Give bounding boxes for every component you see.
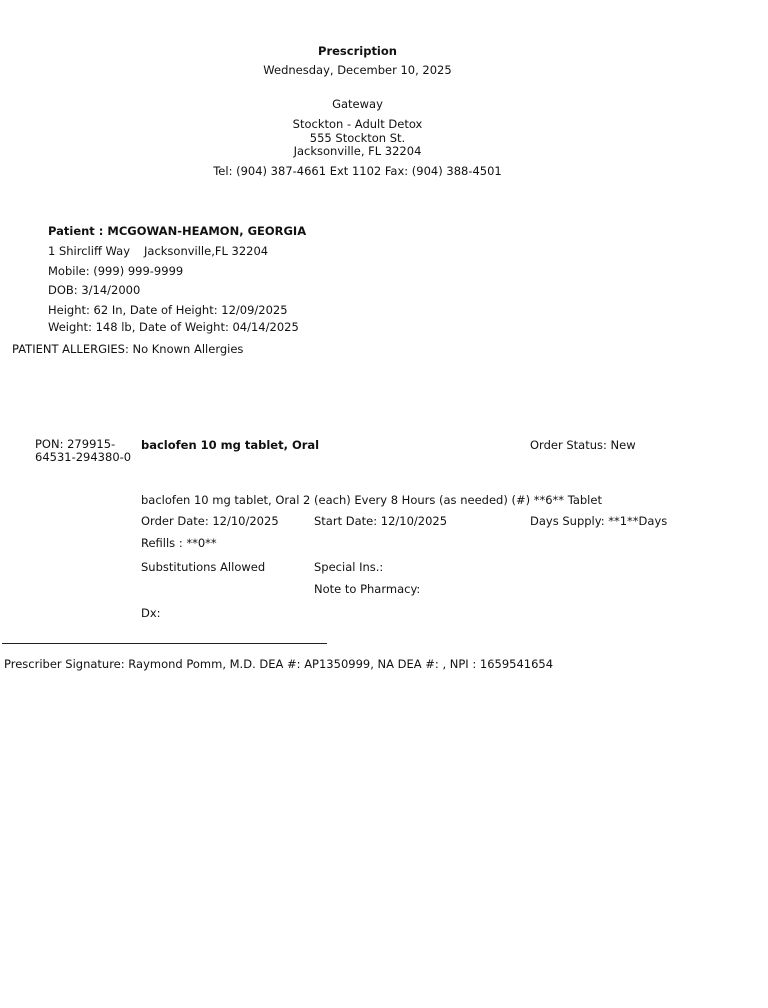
order-pon: PON: 279915-64531-294380-0 — [35, 437, 132, 464]
order-start-date: Start Date: 12/10/2025 — [314, 514, 448, 528]
order-status: Order Status: New — [530, 438, 636, 452]
patient-allergies: PATIENT ALLERGIES: No Known Allergies — [12, 342, 244, 356]
patient-name: Patient : MCGOWAN-HEAMON, GEORGIA — [48, 224, 307, 238]
facility-name: Stockton - Adult Detox — [292, 117, 423, 131]
facility-street: 555 Stockton St. — [309, 131, 406, 145]
patient-height: Height: 62 In, Date of Height: 12/09/2025 — [48, 303, 288, 317]
order-special-instructions: Special Ins.: — [314, 560, 384, 574]
organization-name: Gateway — [332, 97, 383, 111]
facility-city-state-zip: Jacksonville, FL 32204 — [293, 144, 422, 158]
order-date: Order Date: 12/10/2025 — [141, 514, 279, 528]
facility-phone-fax: Tel: (904) 387-4661 Ext 1102 Fax: (904) 388-4501 — [213, 164, 502, 178]
order-dx: Dx: — [141, 606, 161, 620]
signature-rule — [2, 643, 327, 644]
order-note-to-pharmacy: Note to Pharmacy: — [314, 582, 421, 596]
prescriber-signature: Prescriber Signature: Raymond Pomm, M.D. DEA #: AP1350999, NA DEA #: , NPI : 1659541654 — [4, 657, 554, 671]
document-date: Wednesday, December 10, 2025 — [263, 63, 452, 77]
patient-city-state-zip: Jacksonville,FL 32204 — [144, 244, 269, 258]
order-days-supply: Days Supply: **1**Days — [530, 514, 668, 528]
order-sig: baclofen 10 mg tablet, Oral 2 (each) Every 8 Hours (as needed) (#) **6** Tablet — [141, 493, 602, 507]
order-drug-name: baclofen 10 mg tablet, Oral — [141, 438, 320, 452]
patient-street: 1 Shircliff Way — [48, 244, 131, 258]
document-title: Prescription — [318, 44, 397, 58]
patient-mobile: Mobile: (999) 999-9999 — [48, 264, 184, 278]
order-substitutions: Substitutions Allowed — [141, 560, 266, 574]
order-refills: Refills : **0** — [141, 536, 217, 550]
patient-weight: Weight: 148 lb, Date of Weight: 04/14/2025 — [48, 320, 299, 334]
patient-dob: DOB: 3/14/2000 — [48, 283, 141, 297]
